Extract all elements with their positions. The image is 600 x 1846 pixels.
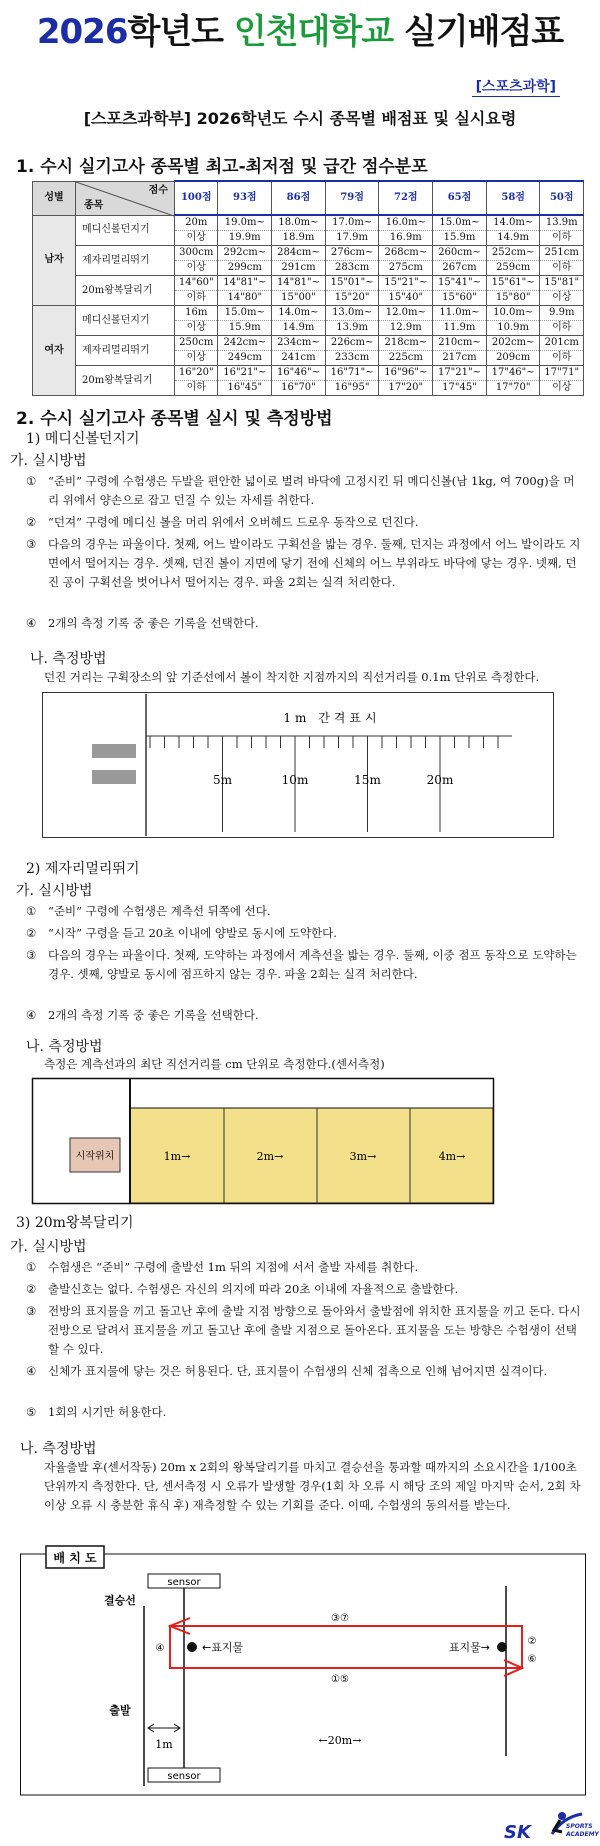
step-text: 1회의 시기만 허용한다. (48, 1405, 167, 1419)
score-cell: 16"20" (175, 366, 218, 381)
step-text: “시작” 구령을 듣고 20초 이내에 양발로 동시에 도약한다. (48, 926, 337, 940)
marker-cone (497, 1642, 507, 1652)
score-cell: 15"81" (540, 276, 584, 291)
step-number: ③ (26, 1304, 37, 1318)
ball-marker (92, 744, 136, 758)
event1-measure-text: 던진 거리는 구획장소의 앞 기준선에서 볼이 착지한 지점까지의 직선거리를 0.1m 단위로 측정한다. (44, 670, 540, 684)
step-text: “준비” 구령에 수험생은 두발을 편안한 넓이로 벌려 바닥에 고정시킨 뒤 메디신볼(남 1kg, 여 700g)을 머리 위에서 양손으로 잡고 던질 수 있는 자세를 취한다. (48, 474, 575, 507)
score-cell: 17.0m~ (325, 215, 379, 231)
score-cell: 이상 (540, 381, 584, 396)
score-cell: 이하 (175, 381, 218, 396)
score-cell: 15.9m (433, 231, 487, 246)
step-text: 다음의 경우는 파울이다. 첫째, 도약하는 과정에서 계측선을 밟는 경우. 둘째, 이중 점프 동작으로 도약하는 경우. 셋째, 양발로 동시에 점프하지 않는 경우. 파울 2회는 실격 처리한다. (48, 948, 577, 981)
score-cell: 12.9m (379, 321, 433, 336)
footer-logo (500, 1808, 599, 1843)
path-order-top: ③⑦ (331, 1613, 349, 1624)
gender-label: 남자 (33, 215, 76, 306)
step-number: ③ (26, 537, 37, 551)
score-cell: 이상 (540, 291, 584, 306)
gender-label: 여자 (33, 306, 76, 396)
score-cell: 14.0m~ (272, 306, 326, 321)
step-item (26, 1006, 582, 1025)
step-number: ① (26, 904, 37, 918)
col-gender-header: 성별 (33, 181, 76, 215)
score-cell: 15.9m (218, 321, 272, 336)
path-order-bottom: ①⑤ (331, 1674, 349, 1685)
score-cell: 11.0m~ (433, 306, 487, 321)
score-cell: 299cm (218, 261, 272, 276)
distance-mark: 20m (426, 773, 454, 787)
step-text: 2개의 측정 기록 중 좋은 기록을 선택한다. (48, 1008, 259, 1022)
score-cell: 이상 (175, 351, 218, 366)
score-cell: 15"80" (486, 291, 540, 306)
score-cell: 202cm~ (486, 336, 540, 351)
step-number: ④ (26, 1008, 37, 1022)
event-name: 메디신볼던지기 (76, 215, 175, 246)
score-cell: 이하 (540, 321, 584, 336)
event3-measure-text: 자율출발 후(센서작동) 20m x 2회의 왕복달리기를 마치고 결승선을 통과할 때까지의 소요시간을 1/100초 단위까지 측정한다. 단, 센서측정 시 오류가 발생할 경우(1회 차 오류 시 해당 조의 제일 마지막 순서, 2회 차 이상 오류 시 충분한 휴식 후) 재측정할 수 있는 기회를 준다. 이때, 수험생의 동의서를 받는다. (44, 1460, 581, 1512)
event2-measure-title: 나. 측정방법 (26, 1039, 103, 1055)
score-cell: 18.0m~ (272, 215, 326, 231)
event-name: 20m왕복달리기 (76, 276, 175, 306)
marker-label: 표지물→ (448, 1641, 490, 1654)
score-cell: 이상 (175, 231, 218, 246)
score-cell: 17"20" (379, 381, 433, 396)
score-cell: 이상 (175, 321, 218, 336)
point-header: 93점 (218, 181, 272, 215)
score-cell: 13.0m~ (325, 306, 379, 321)
score-cell: 17"21"~ (433, 366, 487, 381)
score-cell: 이하 (175, 291, 218, 306)
score-cell: 이상 (175, 261, 218, 276)
page-title: 2026학년도 인천대학교 실기배점표 (36, 12, 564, 52)
table-row (33, 215, 584, 231)
distance-mark: 4m→ (438, 1150, 466, 1163)
step-item (26, 1302, 582, 1359)
step-number: ④ (26, 1364, 37, 1378)
score-cell: 291cm (272, 261, 326, 276)
score-cell: 9.9m (540, 306, 584, 321)
score-cell: 16.0m~ (379, 215, 433, 231)
score-cell: 19.9m (218, 231, 272, 246)
score-cell: 이하 (540, 261, 584, 276)
score-cell: 284cm~ (272, 246, 326, 261)
score-cell: 15"60" (433, 291, 487, 306)
score-cell: 15"40" (379, 291, 433, 306)
score-cell: 15"00" (272, 291, 326, 306)
event-name: 제자리멀리뛰기 (76, 336, 175, 366)
score-cell: 234cm~ (272, 336, 326, 351)
step-number: ① (26, 474, 37, 488)
score-cell: 15"01"~ (325, 276, 379, 291)
score-cell: 225cm (379, 351, 433, 366)
page-subtitle: [스포츠과학부] 2026학년도 수시 종목별 배점표 및 실시요령 (83, 109, 517, 128)
step-text: 전방의 표지물을 끼고 돌고난 후에 출발 지점 방향으로 돌아와서 출발점에 위치한 표지물을 끼고 돈다. 다시 전방으로 달려서 표지물을 끼고 돌고난 후에 출발 지점으로 돌아온다. 표지물을 도는 방향은 수험생이 선택할 수 있다. (48, 1304, 581, 1356)
score-cell: 17.9m (325, 231, 379, 246)
point-header: 72점 (379, 181, 433, 215)
svg-text:SPORTS: SPORTS (566, 1823, 593, 1830)
score-cell: 이하 (540, 231, 584, 246)
score-cell: 16"71"~ (325, 366, 379, 381)
score-cell: 15"61"~ (486, 276, 540, 291)
step-item (26, 1280, 582, 1299)
score-cell: 218cm~ (379, 336, 433, 351)
score-cell: 259cm (486, 261, 540, 276)
distance-1m: 1m (155, 1738, 173, 1751)
event3-title: 3) 20m왕복달리기 (16, 1215, 134, 1231)
event1-diagram (42, 692, 554, 838)
marker-cone (187, 1642, 197, 1652)
score-cell: 268cm~ (379, 246, 433, 261)
path-order-left: ④ (155, 1643, 165, 1654)
score-cell: 15.0m~ (433, 215, 487, 231)
score-cell: 226cm~ (325, 336, 379, 351)
score-cell: 16"21"~ (218, 366, 272, 381)
event2-diagram (32, 1078, 494, 1204)
score-cell: 17"46"~ (486, 366, 540, 381)
table-row (33, 306, 584, 321)
score-cell: 16.9m (379, 231, 433, 246)
event-name: 제자리멀리뛰기 (76, 246, 175, 276)
distance-mark: 5m (212, 773, 233, 787)
table-row (33, 366, 584, 381)
score-cell: 16m (175, 306, 218, 321)
score-cell: 241cm (272, 351, 326, 366)
score-cell: 242cm~ (218, 336, 272, 351)
step-item (26, 1403, 582, 1422)
step-item (26, 902, 582, 921)
point-header: 58점 (486, 181, 540, 215)
score-cell: 14.0m~ (486, 215, 540, 231)
step-text: 신체가 표지물에 닿는 것은 허용된다. 단, 표지물이 수험생의 신체 접촉으로 인해 넘어지면 실격이다. (48, 1364, 548, 1378)
section1-heading: 1. 수시 실기고사 종목별 최고-최저점 및 급간 점수분포 (16, 157, 428, 177)
score-cell: 249cm (218, 351, 272, 366)
step-number: ④ (26, 616, 37, 630)
score-cell: 251cm (540, 246, 584, 261)
score-cell: 14"81"~ (272, 276, 326, 291)
score-cell: 16"70" (272, 381, 326, 396)
score-cell: 300cm (175, 246, 218, 261)
category-badge: [스포츠과학] (472, 76, 560, 97)
ball-marker (92, 770, 136, 784)
step-text: 2개의 측정 기록 중 좋은 기록을 선택한다. (48, 616, 259, 630)
table-row (33, 246, 584, 261)
step-item (26, 614, 582, 633)
score-cell: 16"95" (325, 381, 379, 396)
score-cell: 13.9m (325, 321, 379, 336)
point-header: 50점 (540, 181, 584, 215)
score-cell: 250cm (175, 336, 218, 351)
point-header: 79점 (325, 181, 379, 215)
event2-method-title: 가. 실시방법 (16, 883, 93, 899)
score-cell: 210cm~ (433, 336, 487, 351)
distance-20m: ←20m→ (318, 1734, 362, 1747)
event3-method-title: 가. 실시방법 (10, 1239, 87, 1255)
step-number: ② (26, 926, 37, 940)
score-cell: 이하 (540, 351, 584, 366)
step-item (26, 1362, 582, 1381)
score-cell: 18.9m (272, 231, 326, 246)
step-text: 다음의 경우는 파울이다. 첫째, 어느 발이라도 구획선을 밟는 경우. 둘째, 던지는 과정에서 어느 발이라도 지면에서 떨어지는 경우. 셋째, 던진 볼이 지면에 닿기 전에 신체의 어느 부위라도 바닥에 닿는 경우. 넷째, 던진 공이 구획선을 벗어나서 떨어지는 경우. 파울 2회는 실격 처리한다. (48, 537, 581, 589)
marker-label: ←표지물 (202, 1641, 244, 1654)
point-header: 86점 (272, 181, 326, 215)
path-order-right: ② (527, 1636, 537, 1647)
step-item (26, 924, 582, 943)
score-cell: 14.9m (486, 231, 540, 246)
score-cell: 276cm~ (325, 246, 379, 261)
score-cell: 16"46"~ (272, 366, 326, 381)
score-cell: 20m (175, 215, 218, 231)
score-cell: 14"81"~ (218, 276, 272, 291)
event-name: 20m왕복달리기 (76, 366, 175, 396)
step-number: ② (26, 515, 37, 529)
finish-line-label: 결승선 (104, 1594, 136, 1607)
step-text: “준비” 구령에 수험생은 계측선 뒤쪽에 선다. (48, 904, 271, 918)
score-cell: 17"71" (540, 366, 584, 381)
step-number: ⑤ (26, 1405, 37, 1419)
sensor-label: sensor (167, 1577, 201, 1588)
score-cell: 12.0m~ (379, 306, 433, 321)
col-event-header: 점수 종목 (76, 181, 175, 215)
step-number: ① (26, 1260, 37, 1274)
step-number: ② (26, 1282, 37, 1296)
event2-title: 2) 제자리멀리뛰기 (26, 861, 140, 877)
svg-text:ACADEMY: ACADEMY (566, 1831, 599, 1838)
score-cell: 16"45" (218, 381, 272, 396)
interval-label: 1m 간격표시 (283, 711, 381, 725)
event3-measure-title: 나. 측정방법 (20, 1441, 97, 1457)
score-cell: 201cm (540, 336, 584, 351)
distance-mark: 10m (281, 773, 309, 787)
event1-method-title: 가. 실시방법 (10, 453, 87, 469)
sk-sports-logo (500, 1808, 599, 1843)
point-header: 100점 (175, 181, 218, 215)
score-cell: 17"70" (486, 381, 540, 396)
score-cell: 17"45" (433, 381, 487, 396)
start-line-label: 출발 (109, 1704, 131, 1717)
distance-mark: 1m→ (163, 1150, 191, 1163)
score-cell: 14"60" (175, 276, 218, 291)
distance-mark: 2m→ (256, 1150, 284, 1163)
score-cell: 267cm (433, 261, 487, 276)
step-text: “던져” 구령에 메디신 볼을 머리 위에서 오버헤드 드로우 동작으로 던진다. (48, 515, 419, 529)
step-item (26, 946, 582, 984)
score-cell: 209cm (486, 351, 540, 366)
step-text: 수험생은 “준비” 구령에 출발선 1m 뒤의 지점에 서서 출발 자세를 취한다. (48, 1260, 419, 1274)
score-cell: 10.9m (486, 321, 540, 336)
score-cell: 260cm~ (433, 246, 487, 261)
step-item (26, 513, 582, 532)
score-cell: 14.9m (272, 321, 326, 336)
start-position-label: 시작위치 (75, 1151, 115, 1162)
score-cell: 13.9m (540, 215, 584, 231)
path-order-right: ⑥ (527, 1654, 537, 1665)
event1-measure-title: 나. 측정방법 (30, 651, 107, 667)
score-cell: 283cm (325, 261, 379, 276)
svg-text:SK: SK (504, 1822, 531, 1843)
point-header: 65점 (433, 181, 487, 215)
step-item (26, 472, 582, 510)
step-item (26, 1258, 582, 1277)
score-cell: 16"96"~ (379, 366, 433, 381)
event2-measure-text: 측정은 계측선과의 최단 직선거리를 cm 단위로 측정한다.(센서측정) (44, 1057, 385, 1071)
score-cell: 292cm~ (218, 246, 272, 261)
score-cell: 217cm (433, 351, 487, 366)
table-row (33, 276, 584, 291)
step-number: ③ (26, 948, 37, 962)
score-cell: 15.0m~ (218, 306, 272, 321)
score-table (32, 180, 584, 396)
score-cell: 252cm~ (486, 246, 540, 261)
score-cell: 275cm (379, 261, 433, 276)
section2-heading: 2. 수시 실기고사 종목별 실시 및 측정방법 (16, 409, 333, 429)
score-cell: 14"80" (218, 291, 272, 306)
score-cell: 15"21"~ (379, 276, 433, 291)
score-cell: 19.0m~ (218, 215, 272, 231)
distance-mark: 15m (354, 773, 381, 787)
event-name: 메디신볼던지기 (76, 306, 175, 336)
sensor-label: sensor (167, 1771, 201, 1782)
score-cell: 15"20" (325, 291, 379, 306)
score-cell: 11.9m (433, 321, 487, 336)
score-cell: 233cm (325, 351, 379, 366)
layout-title: 배 치 도 (53, 1551, 97, 1565)
event3-layout-diagram (20, 1546, 586, 1796)
event1-title: 1) 메디신볼던지기 (26, 431, 140, 447)
distance-mark: 3m→ (349, 1150, 377, 1163)
step-item (26, 535, 582, 592)
score-cell: 15"41"~ (433, 276, 487, 291)
step-text: 출발신호는 없다. 수험생은 자신의 의지에 따라 20초 이내에 자율적으로 출발한다. (48, 1282, 459, 1296)
score-cell: 10.0m~ (486, 306, 540, 321)
table-row (33, 336, 584, 351)
